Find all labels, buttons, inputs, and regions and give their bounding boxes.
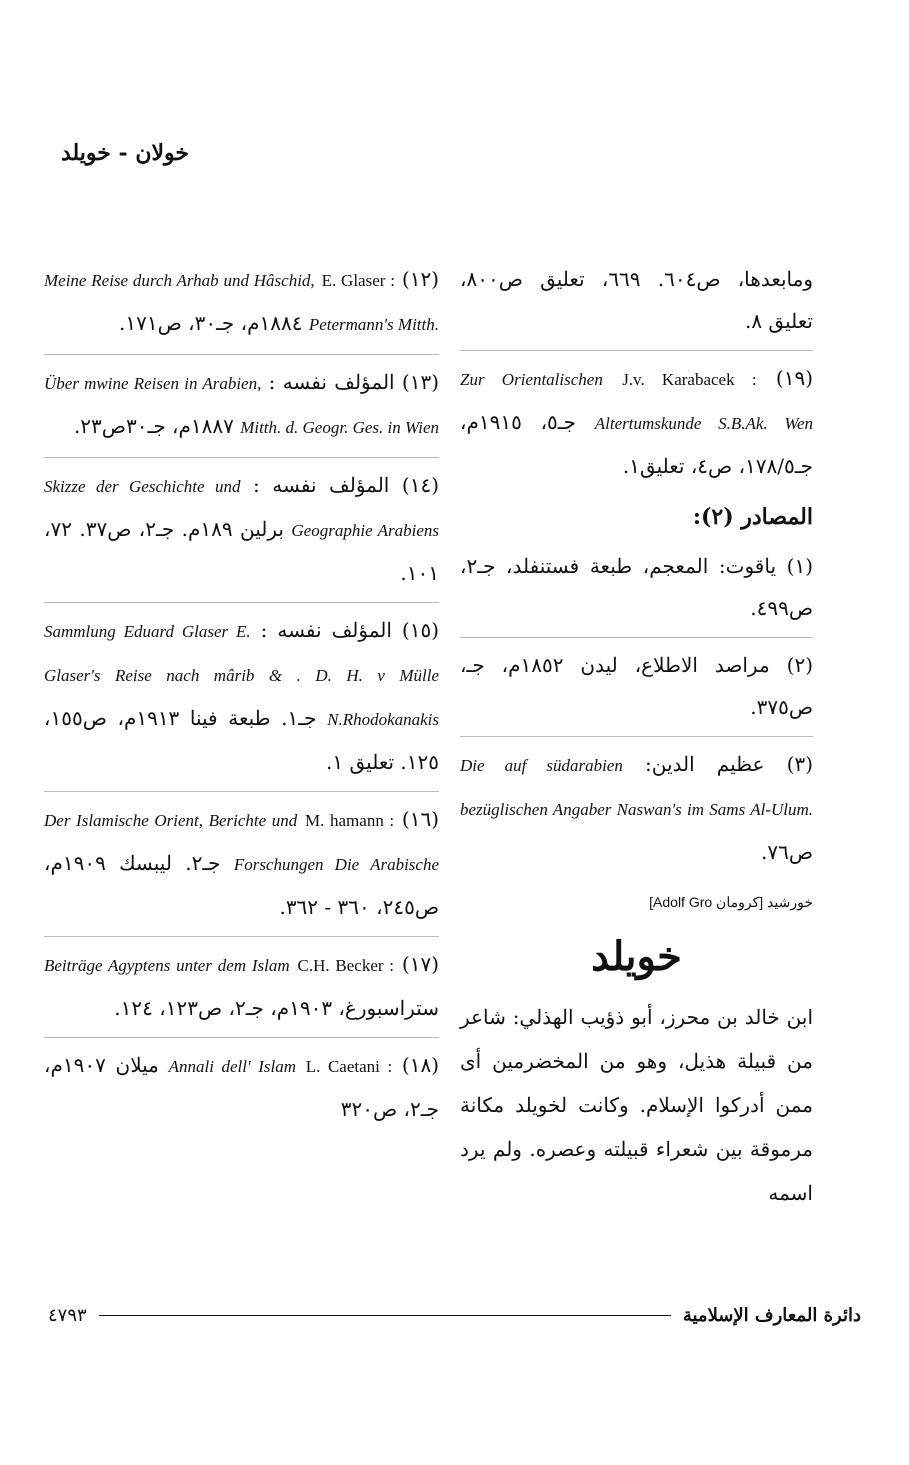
ref-title: Über mwine Reisen in Arabien, Mitth. d. Geogr. Ges. in Wien <box>44 374 439 437</box>
ref-number: (١٦) <box>401 807 439 831</box>
ref-title: Sammlung Eduard Glaser E. Glaser's Reise nach mârib & . D. H. v Mülle N.Rhodokanakis <box>44 622 440 729</box>
ref-author: المؤلف نفسه : <box>260 618 392 642</box>
divider <box>460 736 813 737</box>
ref-title: Skizze der Geschichte und Geographie Arabiens <box>44 477 440 540</box>
divider <box>44 1037 439 1038</box>
source-title: Die auf südarabien bezüglischen Angaber Naswan's im Sams Al-Ulum. <box>460 756 813 819</box>
divider <box>44 457 439 458</box>
journal-title: دائرة المعارف الإسلامية <box>682 1304 861 1326</box>
author-credit: خورشيد [كرومان Adolf Gro] <box>649 894 813 910</box>
reference-entry-19 <box>460 357 813 487</box>
reference-entry-15 <box>44 609 439 783</box>
divider <box>44 791 439 792</box>
ref-author: E. Glaser : <box>321 271 395 290</box>
ref-number: (١٨) <box>401 1053 439 1077</box>
ref-details: ١٨٨٤م، جـ٣٠، ص١٧١. <box>118 311 303 335</box>
source-text: (٣) عظيم الدين: <box>644 752 813 776</box>
reference-entry-12 <box>44 258 439 346</box>
reference-entry-16 <box>44 798 439 928</box>
ref-details: جـ٥، ١٩١٥م، جـ١٧٨/٥، ص٤، تعليق١. <box>460 410 813 478</box>
reference-entry-17 <box>44 943 439 1029</box>
ref-title: Annali dell' Islam <box>168 1057 297 1076</box>
ref-author: L. Caetani : <box>305 1057 393 1076</box>
sources-heading: المصادر (٢): <box>692 504 813 530</box>
ref-author: J.v. Karabacek : <box>622 370 757 389</box>
reference-continuation: ومابعدها، ص٦٠٤. ٦٦٩، تعليق ص٨٠٠، تعليق ٨. <box>460 267 814 333</box>
ref-author: المؤلف نفسه : <box>253 473 390 497</box>
ref-details: ستراسبورغ، ١٩٠٣م، جـ٢، ص١٢٣، ١٢٤. <box>114 996 439 1020</box>
ref-details: برلين ١٨٩م. جـ٢، ص٣٧. ٧٢، ١٠١. <box>44 517 439 585</box>
divider <box>44 602 439 603</box>
ref-number: (١٥) <box>401 618 440 642</box>
article-body: ابن خالد بن محرز، أبو ذؤيب الهذلي: شاعر من قبيلة هذيل، وهو من المخضرمين أى ممن أدركوا الإسلام. وكانت لخويلد مكانة مرموقة بين شعراء قبيلته وعصره. ولم يرد اسمه <box>460 1005 813 1205</box>
page-number: ٤٧٩٣ <box>48 1304 87 1326</box>
article-title: خويلد <box>591 933 682 980</box>
ref-title: Zur Orientalischen Altertumskunde S.B.Ak. Wen <box>460 370 813 433</box>
source-item-3 <box>460 743 813 873</box>
source-details: ص٧٦. <box>760 840 813 864</box>
ref-details: ميلان ١٩٠٧م، جـ٢، ص٣٢٠ <box>44 1053 439 1121</box>
ref-number: (١٩) <box>775 366 814 390</box>
ref-author: المؤلف نفسه : <box>268 370 395 394</box>
ref-title: Meine Reise durch Arhab und Hâschid, Petermann's Mitth. <box>44 271 439 334</box>
source-item-1: (١) ياقوت: المعجم، طبعة فستنفلد، جـ٢، ص٤٩٩. <box>460 554 813 620</box>
ref-title: Beiträge Agyptens unter dem Islam <box>44 956 290 975</box>
left-column <box>460 258 813 1215</box>
ref-author: C.H. Becker : <box>297 956 395 975</box>
divider <box>44 936 439 937</box>
ref-details: جـ١. طبعة فينا ١٩١٣م، ص١٥٥، ١٢٥. تعليق ١. <box>44 706 439 774</box>
running-header: خولان - خويلد <box>60 140 189 166</box>
ref-number: (١٤) <box>401 473 440 497</box>
reference-entry-13 <box>44 361 439 449</box>
footer-rule <box>99 1315 671 1316</box>
ref-number: (١٣) <box>401 370 440 394</box>
ref-details: ١٨٨٧م، جـ٣٠ص٢٣. <box>73 414 234 438</box>
divider <box>44 354 439 355</box>
source-item-2: (٢) مراصد الاطلاع، ليدن ١٨٥٢م، جـ، ص٣٧٥. <box>460 653 813 719</box>
divider <box>460 350 813 351</box>
divider <box>460 637 813 638</box>
ref-details: جـ٢. ليبسك ١٩٠٩م، ص٢٤٥، ٣٦٠ - ٣٦٢. <box>44 851 439 919</box>
reference-entry-14 <box>44 464 439 594</box>
ref-number: (١٧) <box>401 952 440 976</box>
reference-entry-18 <box>44 1044 439 1130</box>
ref-author: M. hamann : <box>305 811 395 830</box>
page-footer <box>48 1300 861 1330</box>
ref-title: Der Islamische Orient, Berichte und Forschungen Die Arabische <box>44 811 439 874</box>
right-column <box>44 258 439 1138</box>
ref-number: (١٢) <box>401 267 439 291</box>
